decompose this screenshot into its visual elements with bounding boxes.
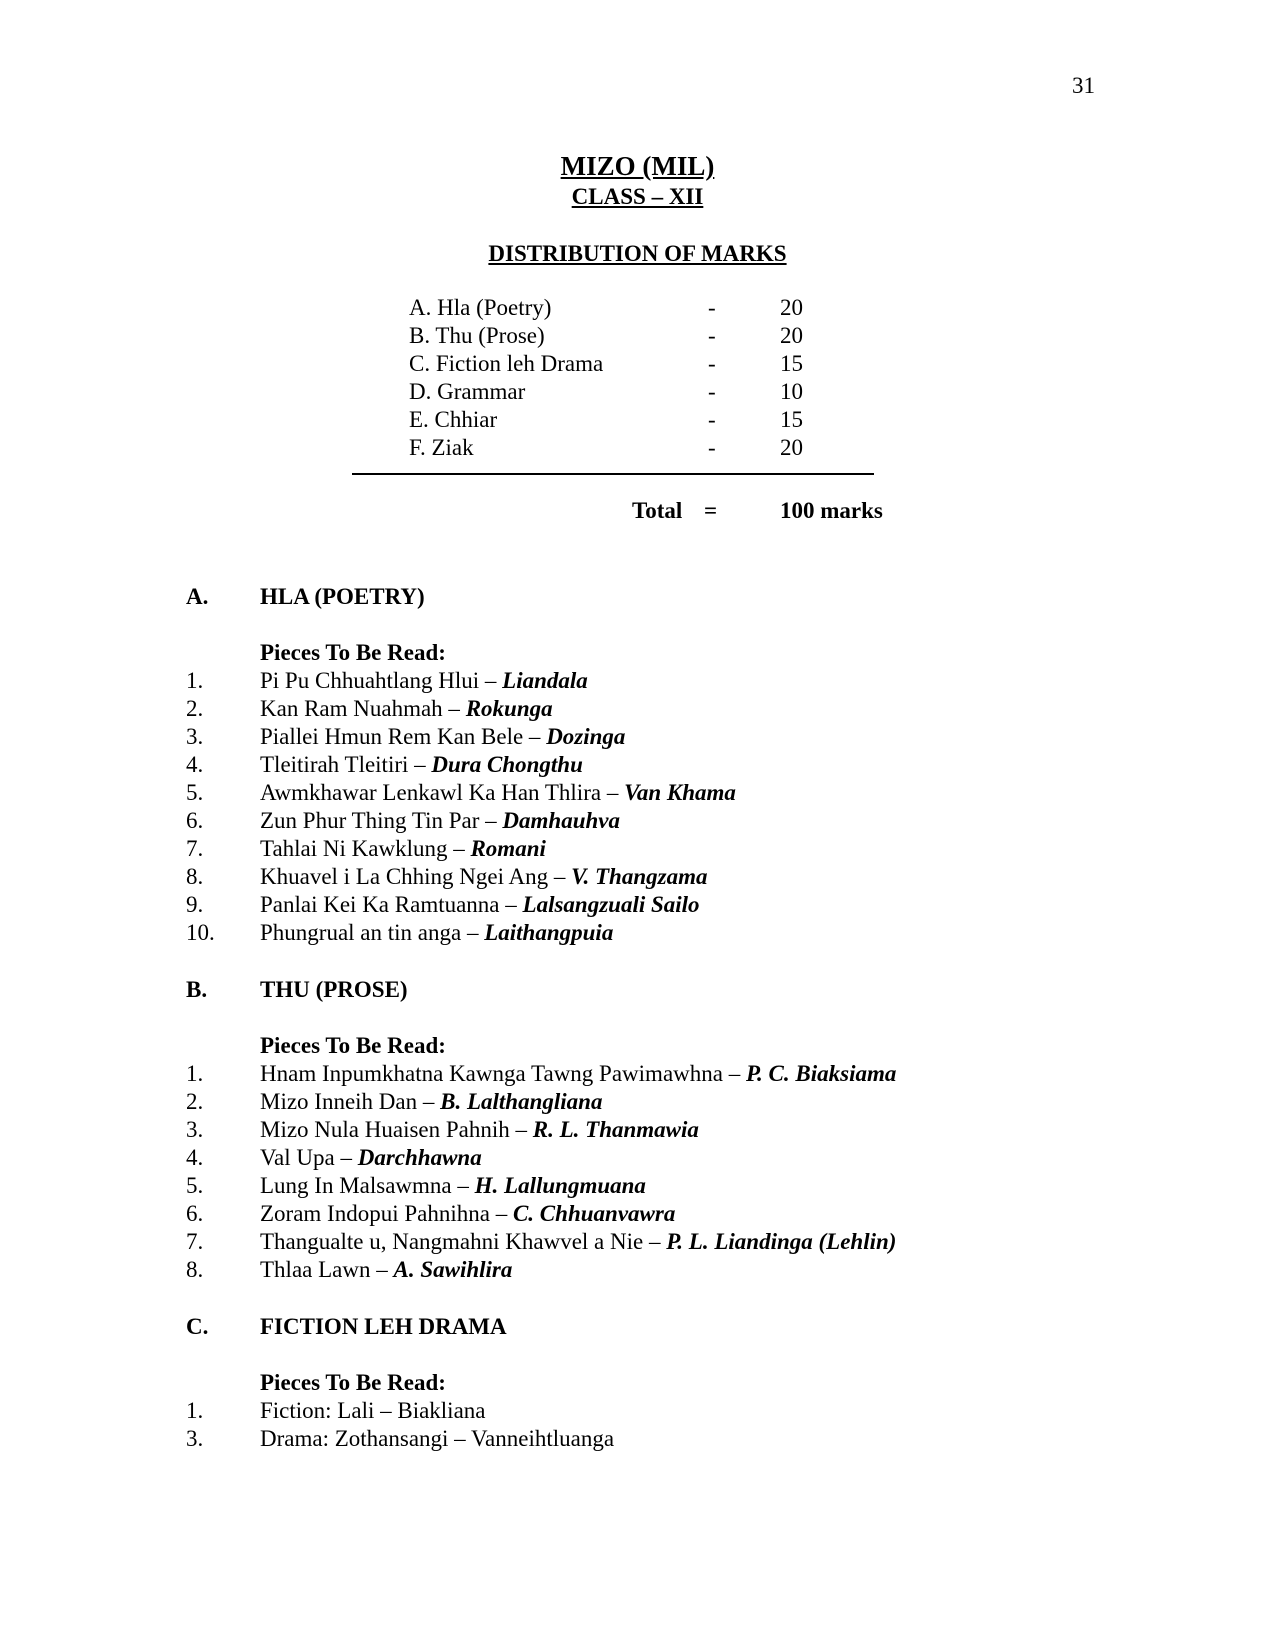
item-title: Thangualte u, Nangmahni Khawvel a Nie –: [260, 1229, 667, 1254]
marks-label: E. Chhiar: [409, 407, 498, 432]
list-item: [260, 695, 553, 723]
marks-dash: -: [708, 351, 716, 376]
item-number: 5.: [186, 780, 204, 805]
list-item: [260, 919, 613, 947]
item-number: 4.: [186, 752, 204, 777]
list-item: [260, 751, 583, 779]
item-title: Hnam Inpumkhatna Kawnga Tawng Pawimawhna –: [260, 1061, 746, 1086]
item-author: Dozinga: [546, 724, 626, 749]
list-item: [260, 1060, 896, 1088]
item-title: Phungrual an tin anga –: [260, 920, 485, 945]
marks-label: C. Fiction leh Drama: [409, 351, 604, 376]
item-number: 4.: [186, 1145, 204, 1170]
item-author: P. L. Liandinga (Lehlin): [666, 1229, 897, 1254]
item-title: Tleitirah Tleitiri –: [260, 752, 432, 777]
item-author: C. Chhuanvawra: [512, 1201, 676, 1226]
item-number: 1.: [186, 1398, 204, 1423]
list-item: [260, 1397, 486, 1425]
item-title: Thlaa Lawn –: [260, 1257, 394, 1282]
item-author: Lalsangzuali Sailo: [522, 892, 700, 917]
item-number: 10.: [186, 920, 215, 945]
item-number: 1.: [186, 1061, 204, 1086]
section-title: FICTION LEH DRAMA: [260, 1314, 507, 1339]
item-number: 3.: [186, 724, 204, 749]
item-author: Van Khama: [624, 780, 736, 805]
marks-dash: -: [708, 323, 716, 348]
marks-label: A. Hla (Poetry): [409, 295, 552, 320]
item-author: H. Lallungmuana: [474, 1173, 646, 1198]
item-number: 6.: [186, 808, 204, 833]
item-title: Piallei Hmun Rem Kan Bele –: [260, 724, 547, 749]
list-item: [260, 779, 736, 807]
item-title: Mizo Nula Huaisen Pahnih –: [260, 1117, 533, 1142]
item-title: Khuavel i La Chhing Ngei Ang –: [260, 864, 572, 889]
item-title: Awmkhawar Lenkawl Ka Han Thlira –: [260, 780, 625, 805]
total-divider: [352, 473, 874, 475]
marks-value: 15: [780, 407, 803, 432]
item-title: Tahlai Ni Kawklung –: [260, 836, 471, 861]
item-author: Dura Chongthu: [431, 752, 583, 777]
item-title: Zun Phur Thing Tin Par –: [260, 808, 503, 833]
pieces-heading: Pieces To Be Read:: [260, 1370, 446, 1395]
item-author: V. Thangzama: [571, 864, 708, 889]
list-item: [260, 667, 588, 695]
item-author: Rokunga: [465, 696, 553, 721]
item-number: 7.: [186, 836, 204, 861]
list-item: [260, 807, 620, 835]
marks-value: 20: [780, 295, 803, 320]
item-number: 5.: [186, 1173, 204, 1198]
item-title: Lung In Malsawmna –: [260, 1173, 475, 1198]
item-title: Pi Pu Chhuahtlang Hlui –: [260, 668, 503, 693]
total-value: 100 marks: [780, 498, 883, 523]
item-author: A. Sawihlira: [393, 1257, 513, 1282]
document-title: [0, 152, 1275, 180]
total-label: Total: [632, 498, 683, 523]
class-heading: [0, 183, 1275, 211]
item-author: R. L. Thanmawia: [532, 1117, 699, 1142]
list-item: [260, 863, 707, 891]
item-title: Kan Ram Nuahmah –: [260, 696, 466, 721]
pieces-heading: Pieces To Be Read:: [260, 640, 446, 665]
list-item: [260, 1256, 512, 1284]
item-number: 2.: [186, 1089, 204, 1114]
item-title: Fiction: Lali – Biakliana: [260, 1398, 486, 1423]
item-author: P. C. Biaksiama: [745, 1061, 897, 1086]
marks-value: 20: [780, 323, 803, 348]
marks-label: B. Thu (Prose): [409, 323, 545, 348]
marks-value: 10: [780, 379, 803, 404]
section-letter: A.: [186, 584, 209, 609]
list-item: [260, 1200, 675, 1228]
list-item: [260, 1144, 482, 1172]
item-number: 8.: [186, 864, 204, 889]
list-item: [260, 1425, 614, 1453]
list-item: [260, 1172, 646, 1200]
list-item: [260, 891, 700, 919]
item-title: Val Upa –: [260, 1145, 358, 1170]
marks-value: 20: [780, 435, 803, 460]
pieces-heading: Pieces To Be Read:: [260, 1033, 446, 1058]
page-number: 31: [1072, 73, 1095, 98]
item-title: Drama: Zothansangi – Vanneihtluanga: [260, 1426, 615, 1451]
section-letter: B.: [186, 977, 208, 1002]
item-number: 9.: [186, 892, 204, 917]
item-author: Liandala: [502, 668, 588, 693]
item-number: 2.: [186, 696, 204, 721]
item-number: 8.: [186, 1257, 204, 1282]
item-author: Damhauhva: [502, 808, 620, 833]
list-item: [260, 723, 625, 751]
item-number: 6.: [186, 1201, 204, 1226]
marks-label: F. Ziak: [409, 435, 474, 460]
item-author: Laithangpuia: [484, 920, 614, 945]
section-letter: C.: [186, 1314, 209, 1339]
marks-value: 15: [780, 351, 803, 376]
item-author: B. Lalthangliana: [440, 1089, 603, 1114]
list-item: [260, 835, 546, 863]
distribution-heading: [0, 240, 1275, 268]
item-number: 1.: [186, 668, 204, 693]
section-title: HLA (POETRY): [260, 584, 425, 609]
document-title-text: MIZO (MIL): [560, 151, 715, 181]
item-author: Darchhawna: [357, 1145, 482, 1170]
class-heading-text: CLASS – XII: [571, 184, 704, 209]
distribution-heading-text: DISTRIBUTION OF MARKS: [488, 241, 787, 266]
list-item: [260, 1228, 896, 1256]
marks-dash: -: [708, 407, 716, 432]
item-title: Zoram Indopui Pahnihna –: [260, 1201, 513, 1226]
item-author: Romani: [470, 836, 546, 861]
item-title: Mizo Inneih Dan –: [260, 1089, 441, 1114]
marks-dash: -: [708, 435, 716, 460]
item-number: 7.: [186, 1229, 204, 1254]
marks-dash: -: [708, 295, 716, 320]
section-title: THU (PROSE): [260, 977, 408, 1002]
item-title: Panlai Kei Ka Ramtuanna –: [260, 892, 523, 917]
marks-label: D. Grammar: [409, 379, 526, 404]
list-item: [260, 1088, 602, 1116]
marks-dash: -: [708, 379, 716, 404]
total-equals: =: [704, 498, 718, 523]
list-item: [260, 1116, 699, 1144]
item-number: 3.: [186, 1426, 204, 1451]
item-number: 3.: [186, 1117, 204, 1142]
